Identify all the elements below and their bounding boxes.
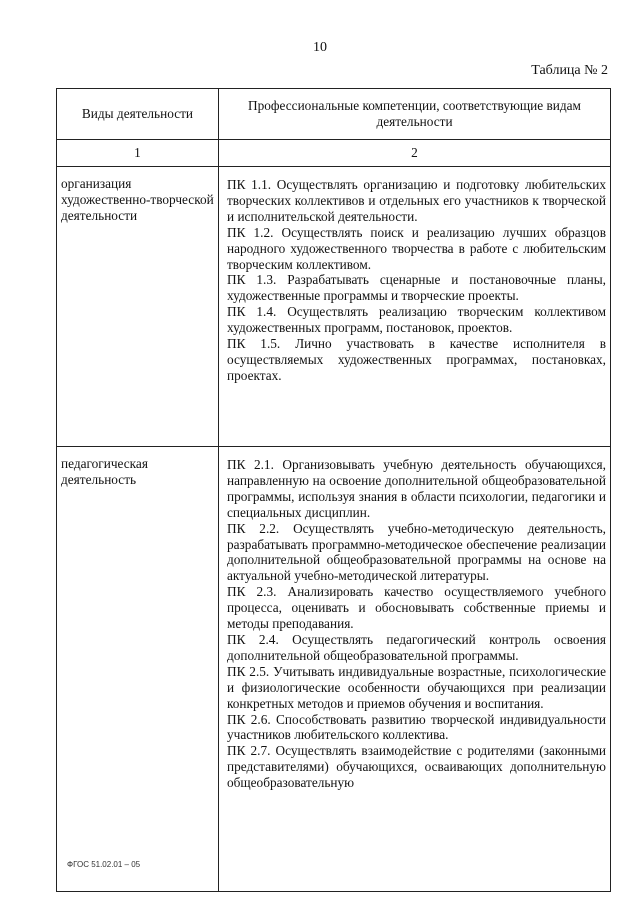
header-activity-types: Виды деятельности	[57, 89, 219, 140]
table-title: Таблица № 2	[531, 63, 608, 78]
competency-item: ПК 1.5. Лично участвовать в качестве исполнителя в осуществляемых художественных программах, постановках, проектах.	[227, 336, 606, 383]
competency-item: ПК 1.2. Осуществлять поиск и реализацию лучших образцов народного художественного творчества в работе с любительским творческим коллективом.	[227, 224, 606, 272]
competency-item: ПК 2.4. Осуществлять педагогический контроль освоения дополнительной общеобразовательной программы.	[227, 631, 606, 663]
competency-item: ПК 2.2. Осуществлять учебно-методическую деятельность, разрабатывать программно-методическое обеспечение реализации дополнительной общеобразовательной программы на основе на актуальной учебно-методической литературы.	[227, 520, 606, 584]
competency-item: ПК 2.5. Учитывать индивидуальные возрастные, психологические и физиологические особенности обучающихся при реализации конкретных методов и приемов обучения и воспитания.	[227, 663, 606, 711]
competency-item: ПК 2.7. Осуществлять взаимодействие с родителями (законными представителями) обучающихся, осваивающих дополнительную общеобразовательную	[227, 743, 606, 791]
table-row	[57, 447, 611, 892]
activity-cell: организация художественно-творческой деятельности	[57, 167, 219, 447]
page-number: 10	[313, 40, 327, 55]
competency-item: ПК 1.3. Разрабатывать сценарные и постановочные планы, художественные программы и творческие проекты.	[227, 272, 606, 304]
competencies-cell	[219, 167, 611, 447]
header-competencies: Профессиональные компетенции, соответствующие видам деятельности	[219, 89, 611, 140]
column-number-row	[57, 140, 611, 167]
document-code-footer: ФГОС 51.02.01 – 05	[67, 860, 141, 869]
table-header-row	[57, 89, 611, 140]
column-number-2: 2	[219, 140, 611, 167]
competency-item: ПК 1.1. Осуществлять организацию и подготовку любительских творческих коллективов и отдельных его участников к творческой и исполнительской деятельности.	[227, 177, 606, 224]
competency-item: ПК 2.3. Анализировать качество осуществляемого учебного процесса, оценивать и обосновывать собственные приемы и методы преподавания.	[227, 584, 606, 632]
competencies-cell	[219, 447, 611, 892]
competency-item: ПК 2.6. Способствовать развитию творческой индивидуальности участников любительского коллектива.	[227, 711, 606, 743]
column-number-1: 1	[57, 140, 219, 167]
competency-item: ПК 2.1. Организовывать учебную деятельность обучающихся, направленную на освоение дополнительной общеобразовательной программы, используя знания в области психологии, педагогики и специальных дисциплин.	[227, 457, 606, 520]
table-row	[57, 167, 611, 447]
competencies-table	[56, 88, 611, 892]
activity-cell: педагогическая деятельность	[57, 447, 219, 892]
competency-item: ПК 1.4. Осуществлять реализацию творческим коллективом художественных программ, постановок, проектов.	[227, 304, 606, 336]
